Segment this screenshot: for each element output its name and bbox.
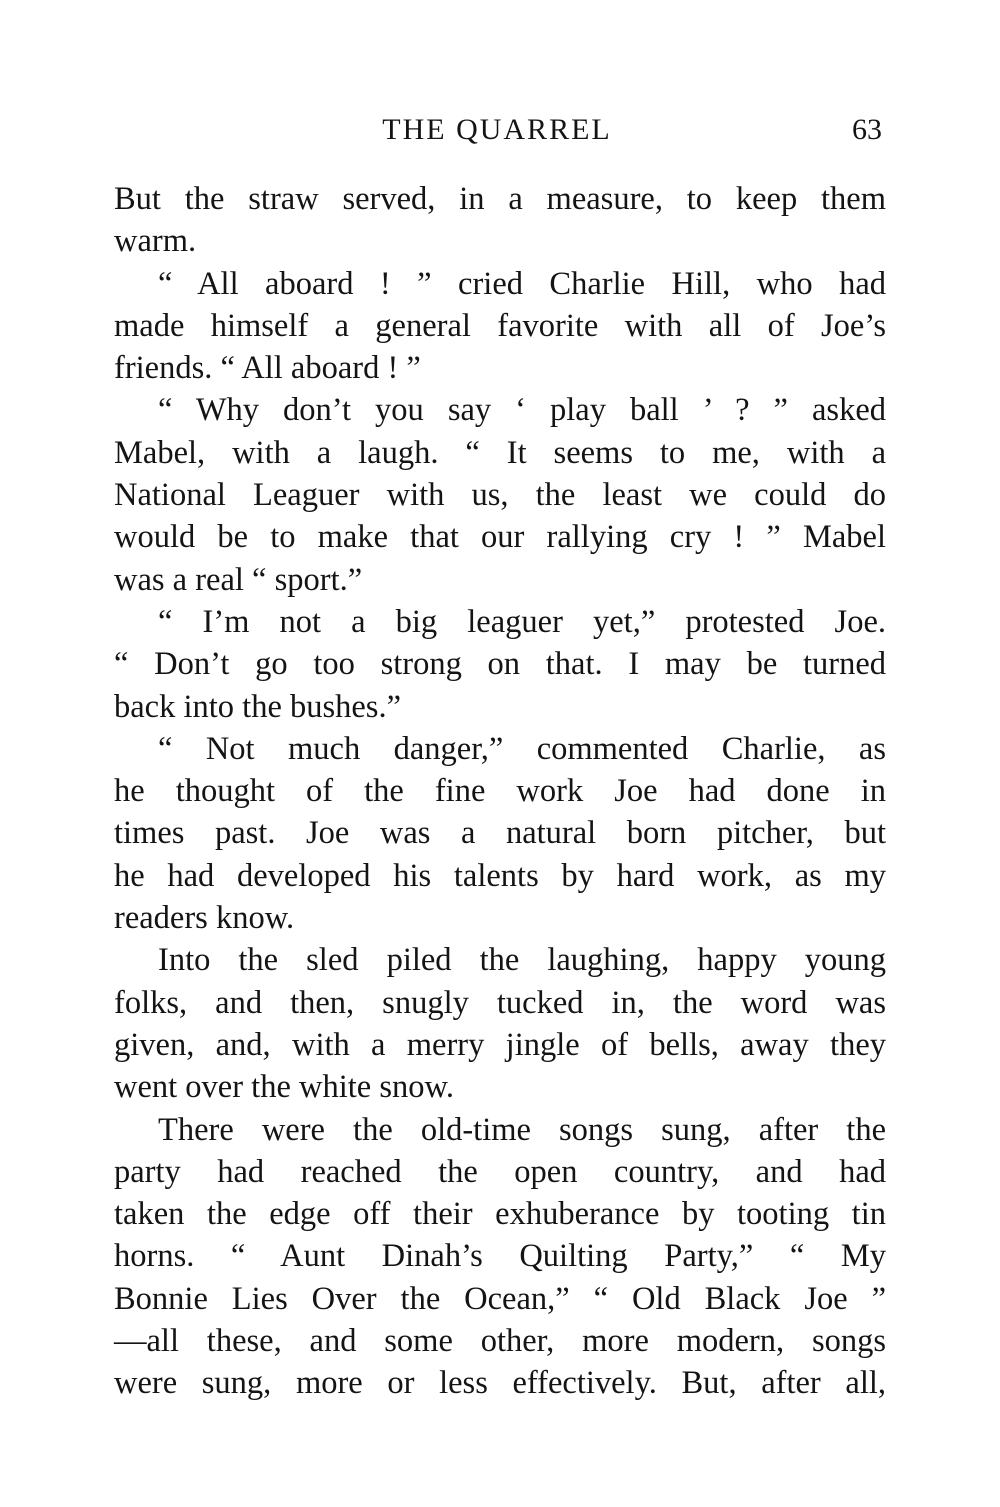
text-line: made himself a general favorite with all of Joe’s [114, 307, 886, 344]
text-line: given, and, with a merry jingle of bells, away they [114, 1026, 886, 1063]
text-line: times past. Joe was a natural born pitcher, but [114, 815, 886, 852]
running-head [112, 108, 882, 152]
text-line: Into the sled piled the laughing, happy young [158, 942, 886, 979]
text-line: readers know. [114, 900, 295, 937]
text-line: “ I’m not a big leaguer yet,” protested Joe. [158, 603, 886, 640]
text-line: friends. “ All aboard ! ” [114, 350, 421, 387]
text-line: back into the bushes.” [114, 688, 402, 725]
text-line: warm. [114, 223, 197, 260]
text-line: There were the old-time songs sung, after the [158, 1111, 886, 1148]
text-line: Mabel, with a laugh. “ It seems to me, with a [114, 434, 886, 471]
text-line: he thought of the fine work Joe had done in [114, 773, 886, 810]
text-line: But the straw served, in a measure, to keep them [114, 181, 886, 217]
text-line: folks, and then, snugly tucked in, the word was [114, 984, 886, 1021]
text-line: “ Not much danger,” commented Charlie, as [158, 730, 886, 767]
text-line: was a real “ sport.” [114, 561, 363, 598]
text-line: National Leaguer with us, the least we could do [114, 477, 886, 514]
text-line: party had reached the open country, and had [114, 1153, 886, 1190]
text-line: “ Why don’t you say ‘ play ball ’ ? ” asked [158, 392, 886, 429]
text-line: Bonnie Lies Over the Ocean,” “ Old Black Joe ” [114, 1280, 886, 1317]
text-line: he had developed his talents by hard work, as my [114, 857, 886, 894]
text-line: would be to make that our rallying cry ! ” Mabel [114, 519, 886, 556]
text-line: were sung, more or less effectively. But, after all, [114, 1365, 886, 1402]
page-number: 63 [852, 113, 882, 146]
running-title: THE QUARREL [382, 113, 612, 146]
text-line: “ All aboard ! ” cried Charlie Hill, who had [158, 265, 886, 302]
text-line: —all these, and some other, more modern, songs [114, 1323, 886, 1360]
body-text [114, 178, 886, 1405]
text-line: taken the edge off their exhuberance by tooting tin [114, 1196, 886, 1233]
text-line: horns. “ Aunt Dinah’s Quilting Party,” “ My [114, 1238, 886, 1275]
text-line: “ Don’t go too strong on that. I may be turned [114, 646, 886, 683]
text-line: went over the white snow. [114, 1069, 454, 1106]
